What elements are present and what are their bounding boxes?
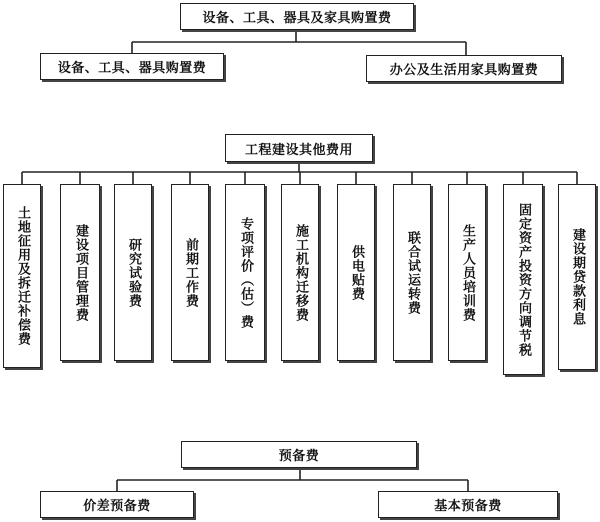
contingency-root-box (181, 441, 417, 468)
cost-item-investment-direction-tax (503, 184, 543, 375)
cost-item-research-testing (114, 184, 152, 361)
basic-contingency-box (378, 491, 558, 518)
cost-item-special-evaluation-label: 专项评价（估）费 (238, 216, 253, 329)
other-construction-costs-root-box (225, 134, 373, 162)
office-furniture-purchase-label: 办公及生活用家具购置费 (389, 63, 539, 78)
basic-contingency-label: 基本预备费 (434, 499, 502, 514)
cost-item-land-acquisition-label: 土地征用及拆迁补偿费 (15, 206, 30, 346)
office-furniture-purchase-box (366, 55, 562, 82)
cost-item-joint-trial-run-label: 联合试运转费 (405, 230, 420, 315)
cost-item-special-evaluation (225, 184, 265, 361)
cost-item-power-supply (337, 184, 375, 361)
cost-item-staff-training-label: 生产人员培训费 (460, 223, 475, 322)
price-difference-contingency-box (40, 491, 194, 518)
cost-item-joint-trial-run (393, 184, 431, 361)
cost-item-construction-loan-interest-label: 建设期贷款利息 (570, 228, 585, 326)
cost-item-staff-training (448, 184, 486, 361)
cost-item-construction-relocation (281, 184, 319, 361)
cost-item-construction-loan-interest (558, 184, 596, 370)
price-difference-contingency-label: 价差预备费 (83, 499, 151, 514)
cost-item-project-management (60, 184, 100, 361)
cost-item-project-management-label: 建设项目管理费 (73, 223, 88, 322)
cost-item-power-supply-label: 供电贴费 (349, 244, 364, 301)
cost-item-land-acquisition (3, 184, 41, 368)
other-construction-costs-root-label: 工程建设其他费用 (244, 142, 353, 158)
cost-item-research-testing-label: 研究试验费 (126, 237, 141, 308)
cost-item-preliminary-work (171, 184, 209, 361)
cost-item-preliminary-work-label: 前期工作费 (183, 237, 198, 308)
equipment-tools-purchase-label: 设备、工具、器具购置费 (57, 61, 207, 76)
cost-item-construction-relocation-label: 施工机构迁移费 (293, 223, 308, 322)
equipment-tools-purchase-box (40, 53, 224, 80)
equipment-purchase-root-label: 设备、工具、器具及家具购置费 (202, 11, 392, 26)
equipment-purchase-root-box (180, 3, 414, 30)
cost-item-investment-direction-tax-label: 固定资产投资方向调节税 (516, 202, 531, 357)
contingency-root-label: 预备费 (278, 449, 320, 464)
